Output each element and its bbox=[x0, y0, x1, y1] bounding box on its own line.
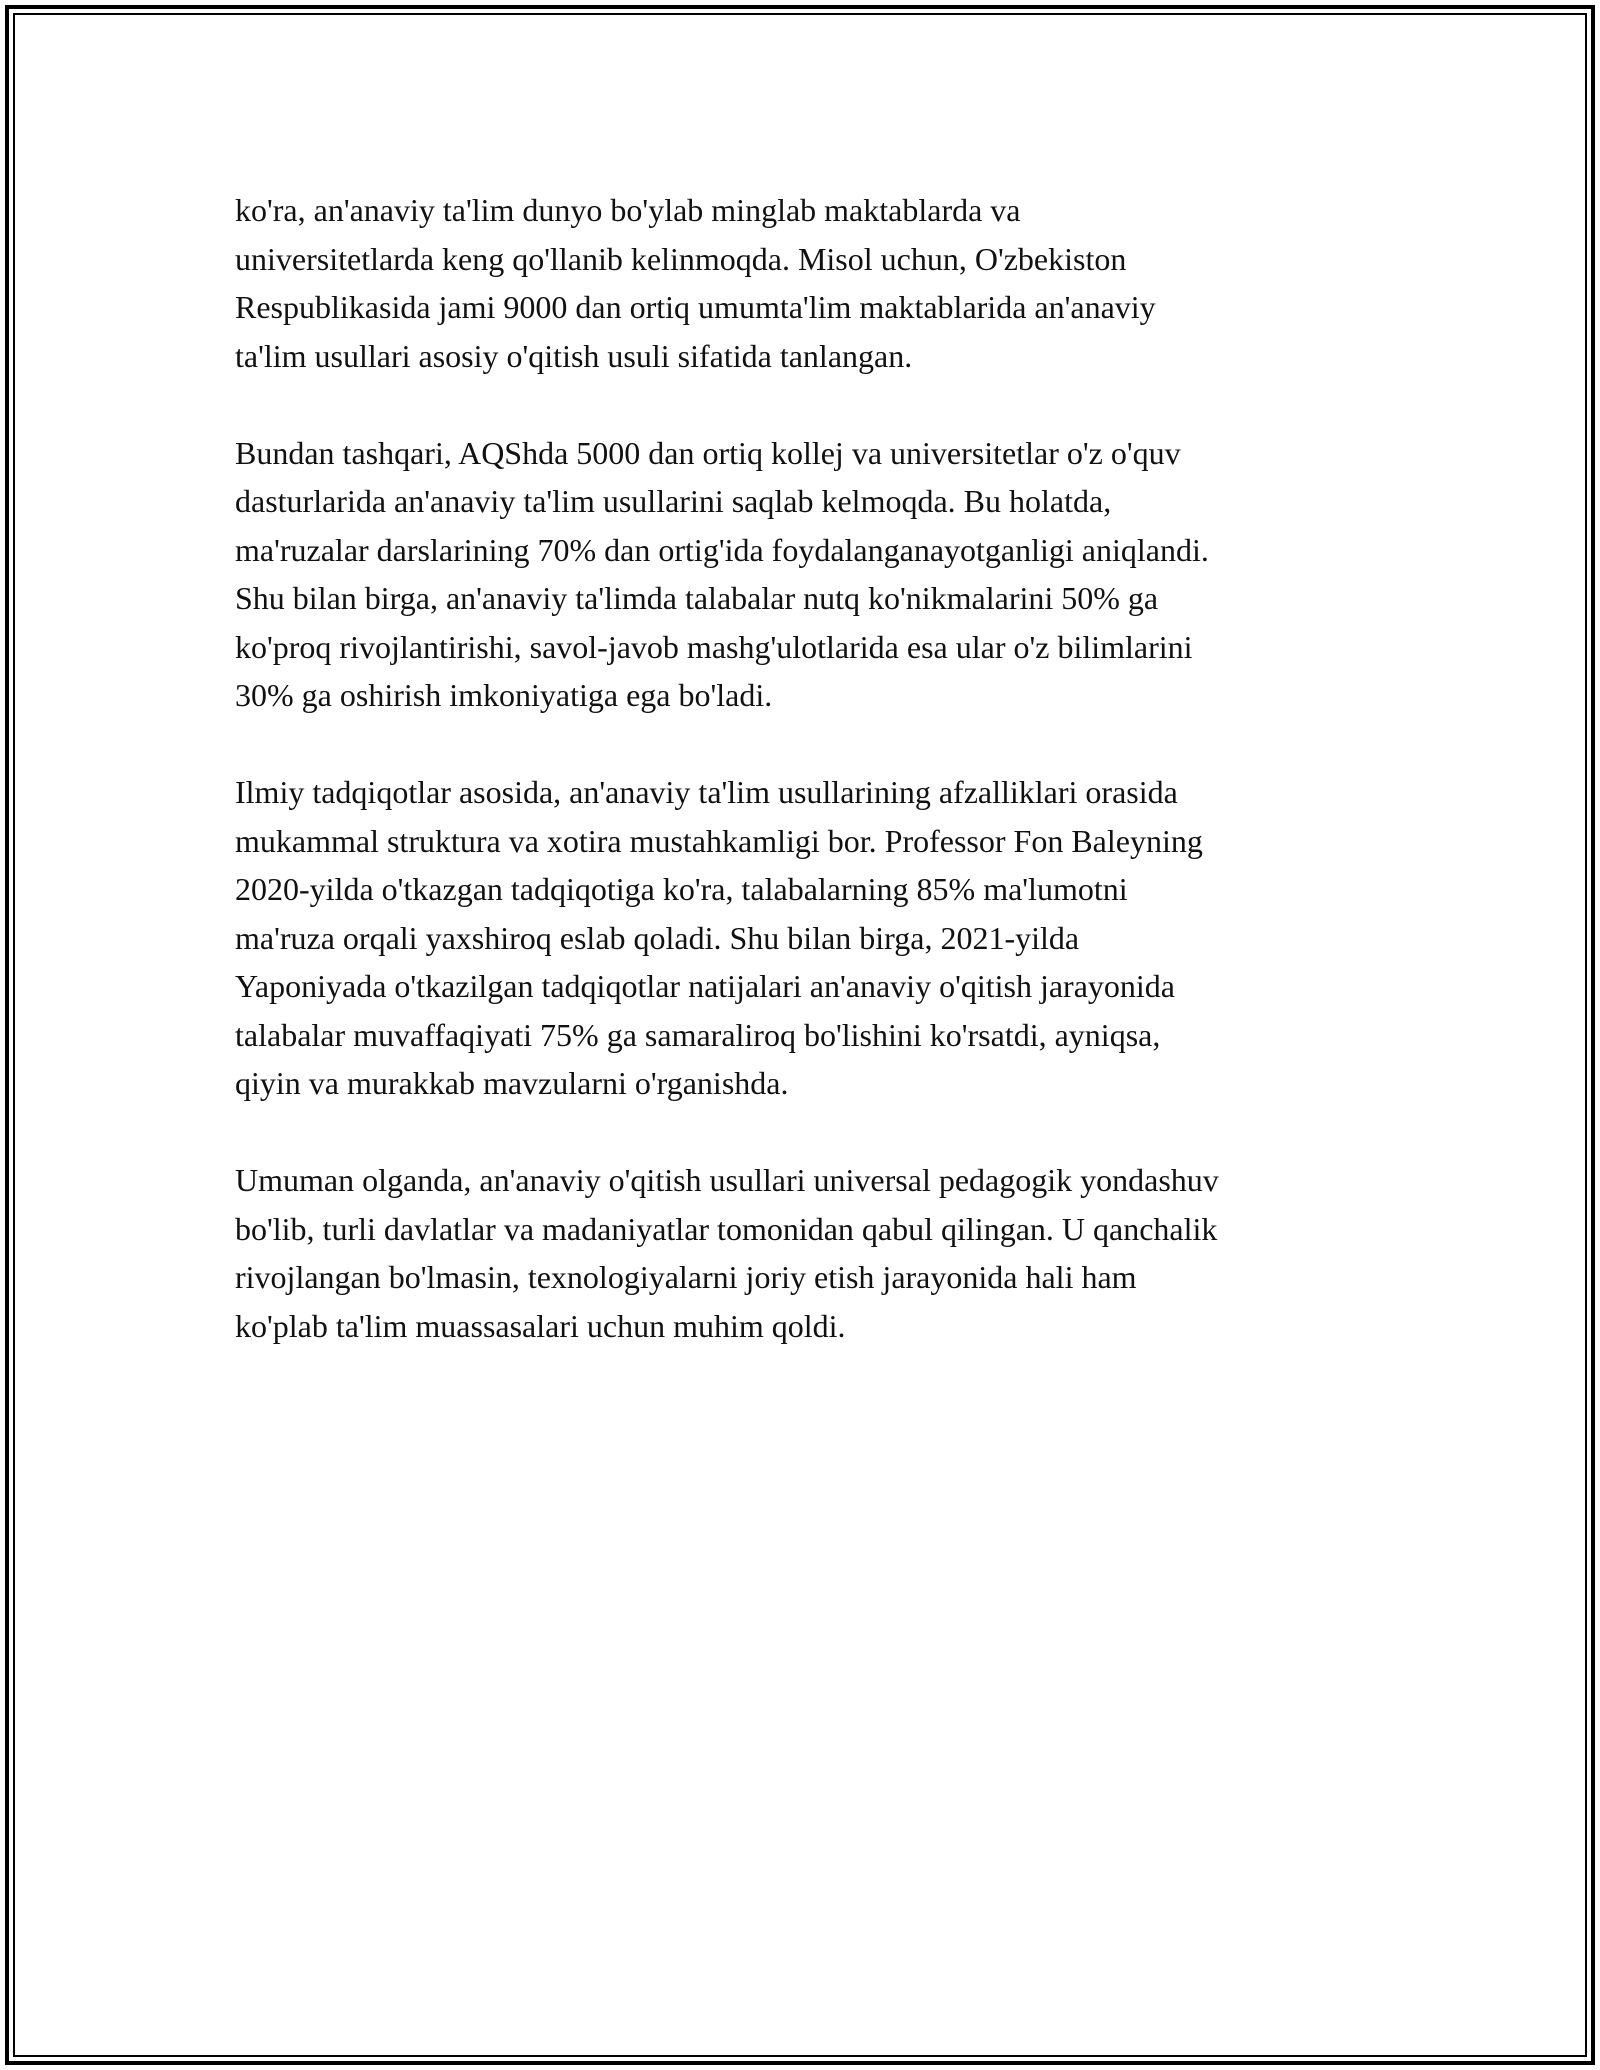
text-line: Yaponiyada o'tkazilgan tadqiqotlar natijalari an'anaviy o'qitish jarayonida bbox=[235, 968, 1175, 1004]
text-line: universitetlarda keng qo'llanib kelinmoqda. Misol uchun, O'zbekiston bbox=[235, 240, 1127, 277]
text-line: Respublikasida jami 9000 dan ortiq umumta'lim maktablarida an'anaviy bbox=[235, 289, 1156, 325]
text-line: dasturlarida an'anaviy ta'lim usullarini saqlab kelmoqda. Bu holatda, bbox=[235, 483, 1112, 519]
text-line: qiyin va murakkab mavzularni o'rganishda. bbox=[235, 1065, 789, 1101]
text-line: Bundan tashqari, AQShda 5000 dan ortiq kollej va universitetlar o'z o'quv bbox=[235, 434, 1181, 471]
text-line: Umuman olganda, an'anaviy o'qitish usullari universal pedagogik yondashuv bbox=[235, 1162, 1219, 1198]
text-line: Shu bilan birga, an'anaviy ta'limda talabalar nutq ko'nikmalarini 50% ga bbox=[235, 580, 1159, 616]
text-line: Ilmiy tadqiqotlar asosida, an'anaviy ta'lim usullarining afzalliklari orasida bbox=[235, 774, 1178, 810]
text-line: ta'lim usullari asosiy o'qitish usuli sifatida tanlangan. bbox=[235, 337, 913, 374]
text-line: mukammal struktura va xotira mustahkamligi bor. Professor Fon Baleyning bbox=[235, 822, 1203, 859]
text-line: ma'ruzalar darslarining 70% dan ortig'ida foydalanganayotganligi aniqlandi. bbox=[235, 531, 1209, 568]
text-line: ko'proq rivojlantirishi, savol-javob mashg'ulotlarida esa ular o'z bilimlarini bbox=[235, 628, 1193, 665]
paragraph-1 bbox=[235, 186, 1385, 380]
text-line: 2020-yilda o'tkazgan tadqiqotiga ko'ra, talabalarning 85% ma'lumotni bbox=[235, 871, 1128, 907]
text-line: bo'lib, turli davlatlar va madaniyatlar tomonidan qabul qilingan. U qanchalik bbox=[235, 1210, 1218, 1247]
text-line: rivojlangan bo'lmasin, texnologiyalarni joriy etish jarayonida hali ham bbox=[235, 1259, 1137, 1295]
paragraph-4 bbox=[235, 1156, 1385, 1350]
text-line: ko'plab ta'lim muassasalari uchun muhim qoldi. bbox=[235, 1307, 846, 1344]
paragraph-2 bbox=[235, 429, 1385, 720]
text-line: ma'ruza orqali yaxshiroq eslab qoladi. Shu bilan birga, 2021-yilda bbox=[235, 919, 1080, 956]
paragraph-3 bbox=[235, 768, 1385, 1108]
text-line: talabalar muvaffaqiyati 75% ga samaraliroq bo'lishini ko'rsatdi, ayniqsa, bbox=[235, 1016, 1161, 1053]
text-line: ko'ra, an'anaviy ta'lim dunyo bo'ylab minglab maktablarda va bbox=[235, 192, 1021, 228]
text-line: 30% ga oshirish imkoniyatiga ega bo'ladi. bbox=[235, 677, 773, 713]
document-body bbox=[235, 186, 1385, 1399]
